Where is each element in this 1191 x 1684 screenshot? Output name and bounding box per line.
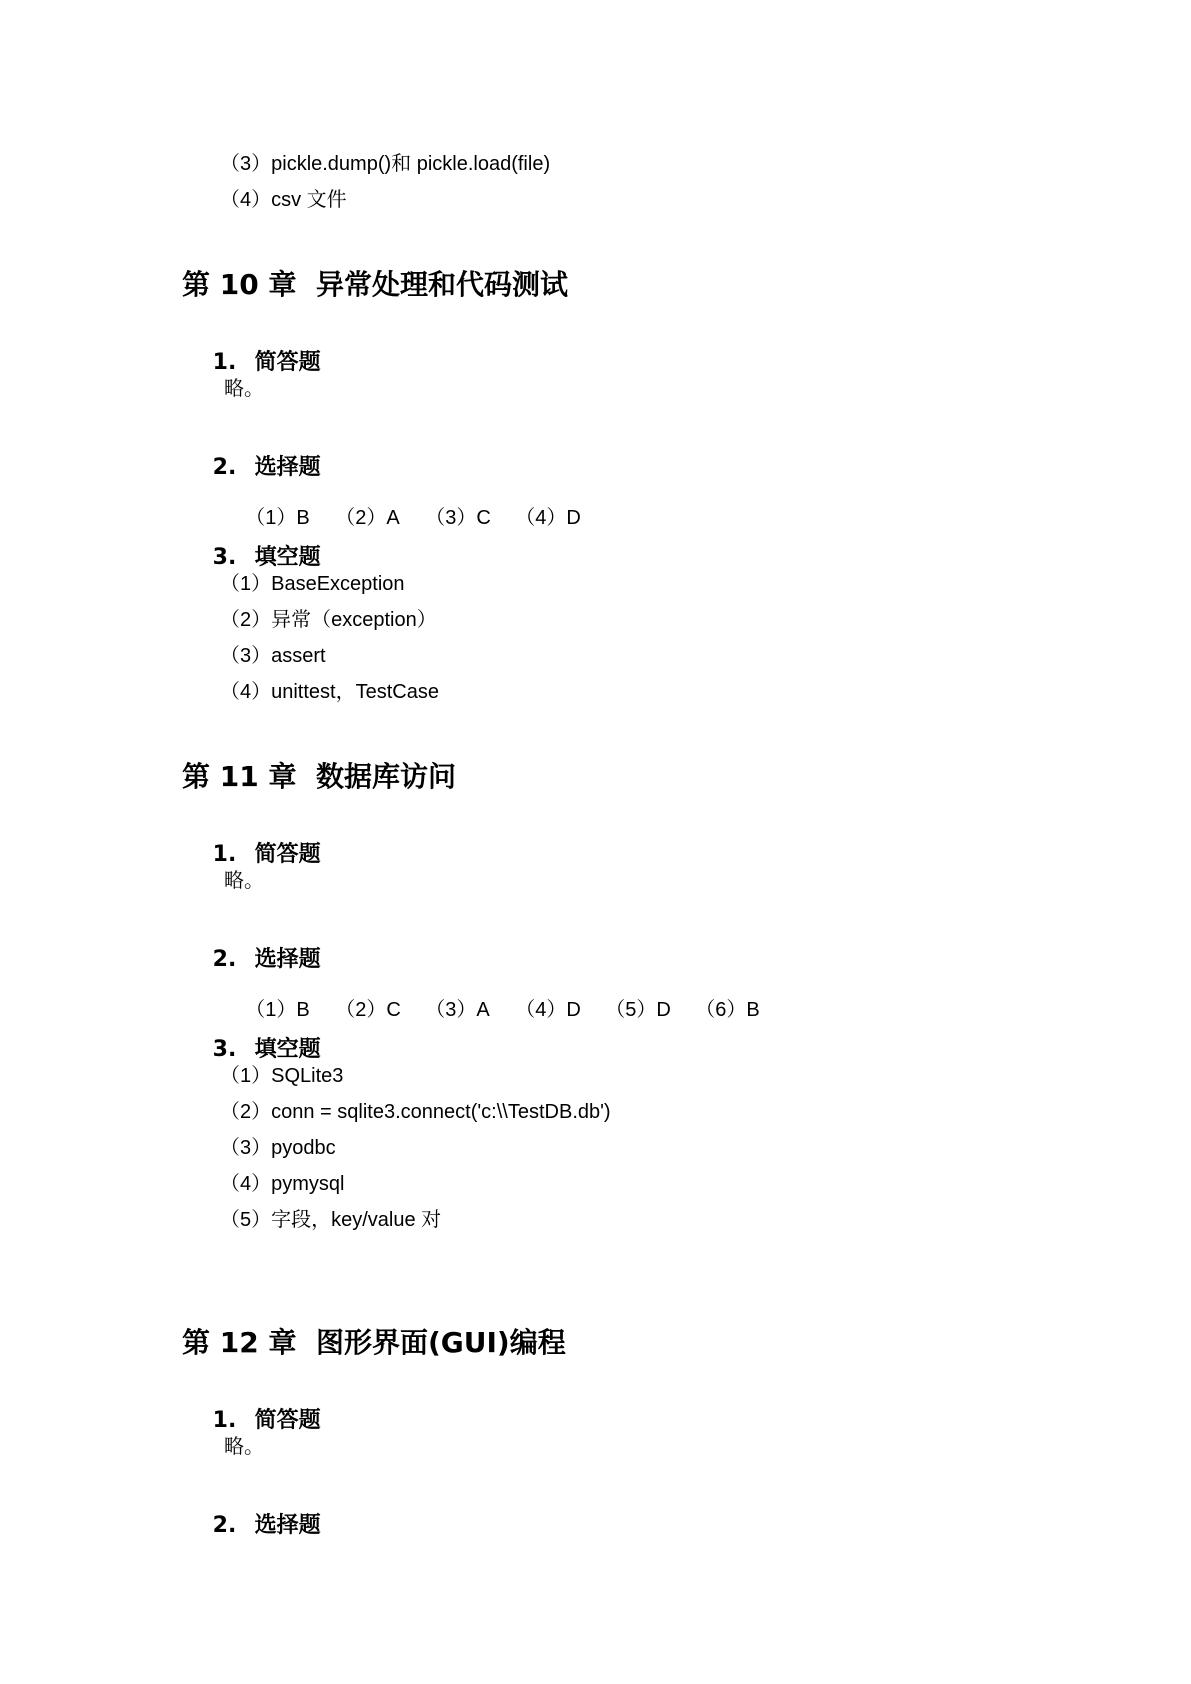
chapter-12-title: 第 12 章 图形界面(GUI)编程	[182, 1326, 566, 1359]
section-title: 选择题	[254, 947, 321, 972]
ch10-fill-item-1: （1）BaseException	[220, 573, 405, 595]
ch11-section-1-body: 略。	[224, 868, 264, 892]
section-number: 1.	[212, 350, 237, 375]
choice-answer: （5）D	[605, 999, 671, 1021]
section-title: 简答题	[254, 842, 321, 867]
chapter-10-title: 第 10 章 异常处理和代码测试	[182, 268, 568, 301]
choice-answer: （4）D	[515, 999, 581, 1021]
choice-answer: （1）B	[245, 999, 310, 1021]
section-title: 简答题	[254, 350, 321, 375]
choice-answer: （2）A	[335, 507, 400, 529]
ch11-fill-item-4: （4）pymysql	[220, 1173, 345, 1195]
choice-answer: （6）B	[695, 999, 760, 1021]
section-number: 1.	[212, 842, 237, 867]
ch10-section-1-body: 略。	[224, 376, 264, 400]
intro-item-4: （4）csv 文件	[220, 189, 347, 211]
section-number: 1.	[212, 1408, 237, 1433]
ch11-fill-item-5: （5）字段，key/value 对	[220, 1209, 442, 1231]
choice-answer: （4）D	[515, 507, 581, 529]
section-number: 2.	[212, 1513, 237, 1538]
ch10-fill-item-4: （4）unittest，TestCase	[220, 681, 439, 703]
section-title: 选择题	[254, 455, 321, 480]
section-number: 3.	[212, 1037, 237, 1062]
section-title: 简答题	[254, 1408, 321, 1433]
choice-answer: （3）A	[425, 999, 490, 1021]
choice-answer: （2）C	[335, 999, 401, 1021]
ch12-section-1-body: 略。	[224, 1434, 264, 1458]
ch11-fill-item-3: （3）pyodbc	[220, 1137, 336, 1159]
intro-item-3: （3）pickle.dump()和 pickle.load(file)	[220, 153, 551, 175]
section-title: 选择题	[254, 1513, 321, 1538]
choice-answer: （1）B	[245, 507, 310, 529]
section-number: 2.	[212, 947, 237, 972]
section-number: 3.	[212, 545, 237, 570]
section-title: 填空题	[254, 545, 321, 570]
ch10-fill-item-2: （2）异常（exception）	[220, 609, 437, 631]
chapter-11-title: 第 11 章 数据库访问	[182, 760, 456, 793]
choice-answer: （3）C	[425, 507, 491, 529]
section-number: 2.	[212, 455, 237, 480]
ch11-fill-item-2: （2）conn = sqlite3.connect('c:\\TestDB.db')	[220, 1101, 611, 1123]
section-title: 填空题	[254, 1037, 321, 1062]
ch11-fill-item-1: （1）SQLite3	[220, 1065, 344, 1087]
ch12-section-2-heading	[182, 1484, 321, 1568]
ch10-fill-item-3: （3）assert	[220, 645, 326, 667]
